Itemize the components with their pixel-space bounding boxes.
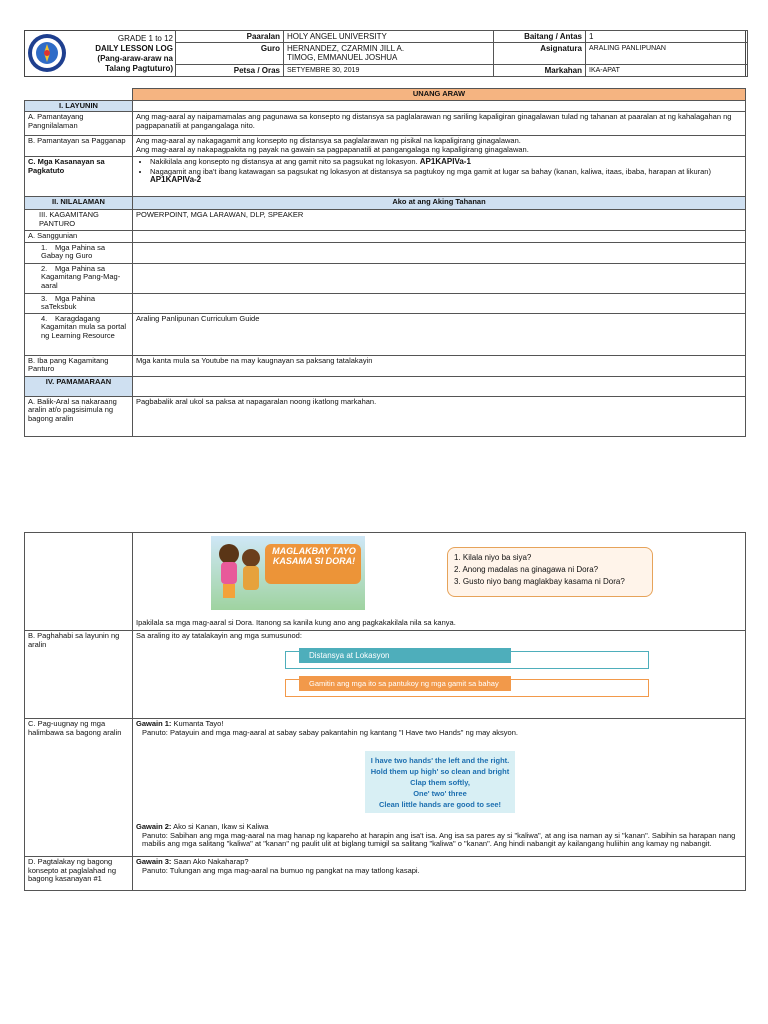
dll-title-2: (Pang-araw-araw na <box>97 54 173 63</box>
sanggunian-label: A. Sanggunian <box>25 231 133 243</box>
gawain-2-title: Gawain 2: <box>136 822 172 831</box>
quarter-label: Markahan <box>494 65 586 77</box>
balik-aral-label: A. Balik-Aral sa nakaraang aralin at/o pagsisimula ng bagong aralin <box>25 396 133 436</box>
day-label: UNANG ARAW <box>133 89 746 101</box>
pamantayang-pangnilalaman-text: Ang mag-aaral ay naipamamalas ang pagunawa sa konsepto ng distansya sa paglalarawan ng sariling kapaligiran ginagalawan tulad ng tahanan at paaralan at ng kahalagahan ng pagpapanatili at pangangalaga nito. <box>133 112 746 136</box>
lesson-table-1 <box>24 88 746 437</box>
paghahabi-label: B. Paghahabi sa layunin ng aralin <box>25 631 133 719</box>
dora-caption: Ipakilala sa mga mag-aaral si Dora. Itanong sa kanila kung ano ang pagkakakilala nila sa kanya. <box>136 618 456 627</box>
kasanayan-2: Nagagamit ang iba't ibang katawagan sa pagsukat ng lokasyon at distansya sa pagtukoy ng mga gamit at lugar sa bahay (kanan, kaliwa, itaas, ibaba, harapan at likuran) <box>150 166 711 176</box>
layunin-label: I. LAYUNIN <box>25 100 133 112</box>
code-2: AP1KAPIVa-2 <box>150 175 202 184</box>
song-line-1: I have two hands' the left and the right. <box>370 756 510 765</box>
kasanayan-1: Nakikilala ang konsepto ng distansya at ang gamit nito sa pagsukat ng lokasyon. <box>150 157 418 166</box>
dora-cell <box>133 533 746 631</box>
gawain-3-title: Gawain 3: <box>136 857 172 866</box>
question-2: 2. Anong madalas na ginagawa ni Dora? <box>454 565 599 574</box>
text: Karagdagang Kagamitan mula sa portal ng Learning Resource <box>41 313 127 340</box>
gawain-2 <box>136 823 736 849</box>
pagganap-2: Ang mag-aaral ay nakapagpakita ng payak na gawain sa pagpapanatili at pangangalaga ng kapaligirang ginagalawan. <box>136 144 529 154</box>
deped-seal <box>27 33 67 73</box>
school-value: HOLY ANGEL UNIVERSITY <box>284 31 494 43</box>
number: 4. <box>41 313 48 323</box>
quarter-value: IKA-APAT <box>586 65 748 77</box>
song-line-4: One' two' three <box>413 789 467 798</box>
text: Mga Pahina sa Gabay ng Guro <box>41 242 106 260</box>
pag-uugnay-cell <box>133 719 746 857</box>
teacher-2: TIMOG, EMMANUEL JOSHUA <box>287 53 398 62</box>
pagganap-1: Ang mag-aaral ay nakagagamit ang konsepto ng distansya sa paglalarawan ng pisikal na kapaligirang ginagalawan. <box>136 136 521 145</box>
paghahabi-cell <box>133 631 746 719</box>
level-value: 1 <box>586 31 748 43</box>
questions-box <box>447 547 653 597</box>
lesson-table-2 <box>24 532 746 891</box>
iba-value: Mga kanta mula sa Youtube na may kaugnayan sa paksang tatalakayin <box>133 355 746 376</box>
kagamitan-value: POWERPOINT, MGA LARAWAN, DLP, SPEAKER <box>133 210 746 231</box>
song-line-3: Clap them softly, <box>410 778 470 787</box>
kasanayan-list <box>133 157 746 197</box>
song-box <box>365 751 515 813</box>
pamamaraan-label: IV. PAMAMARAAN <box>25 376 133 396</box>
paghahabi-intro: Sa araling ito ay tatalakayin ang mga sumusunod: <box>136 631 302 640</box>
pagtalakay-cell <box>133 857 746 891</box>
number: 3. <box>41 293 48 303</box>
list-item <box>150 168 742 185</box>
list-item <box>150 158 742 167</box>
level-label: Baitang / Antas <box>494 31 586 43</box>
kagamitan-label: III. KAGAMITANG PANTURO <box>25 210 133 231</box>
number: 1. <box>41 242 48 252</box>
kasanayan-label: C. Mga Kasanayan sa Pagkatuto <box>25 157 133 197</box>
number: 2. <box>41 263 48 273</box>
song-line-2: Hold them up high' so clean and bright <box>370 767 510 776</box>
grade-label: GRADE 1 to 12 <box>117 34 173 43</box>
pagtalakay-label: D. Pagtalakay ng bagong konsepto at paglalahad ng bagong kasanayan #1 <box>25 857 133 891</box>
pamantayan-pagganap-label: B. Pamantayan sa Pagganap <box>25 136 133 157</box>
date-value: SETYEMBRE 30, 2019 <box>284 65 494 77</box>
gawain-3-name: Saan Ako Nakaharap? <box>171 857 249 866</box>
school-label: Paaralan <box>176 31 284 43</box>
gawain-1-name: Kumanta Tayo! <box>171 719 224 728</box>
sanggunian-2 <box>25 263 133 293</box>
balik-aral-value: Pagbabalik aral ukol sa paksa at napagaralan noong ikatlong markahan. <box>133 396 746 436</box>
gawain-2-name: Ako si Kanan, Ikaw si Kaliwa <box>171 822 269 831</box>
text: Mga Pahina saTeksbuk <box>41 293 96 311</box>
iba-label: B. Iba pang Kagamitang Panturo <box>25 355 133 376</box>
teacher-label: Guro <box>176 43 284 65</box>
lesson-header <box>24 30 746 77</box>
date-label: Petsa / Oras <box>176 65 284 77</box>
dora-banner: MAGLAKBAY TAYO KASAMA SI DORA! <box>272 546 356 566</box>
subject-label: Asignatura <box>494 43 586 65</box>
sanggunian-1 <box>25 242 133 263</box>
gawain-2-panuto: Panuto: Sabihan ang mga mag-aaral na mag hanap ng kapareho at harapin ang isa't isa. Ang isa sa pares ay si "kaliwa", at ang isa naman ay si "kanan". Sabihin sa harapan nang mabilis ang mga salitang "kaliwa" at "kanan" ng paulit ulit at biglang tumigil sa salitang "kaliwa" o "kanan". Ang hindi nabangit ay kailangang huliihin ang kamay ng nabangit. <box>142 830 736 848</box>
gawain-1-panuto: Panuto: Patayuin and mga mag-aaral at sabay sabay pakantahin ng kantang "I Have two Hands" ng may aksyon. <box>142 727 518 737</box>
subject-value: ARALING PANLIPUNAN <box>586 43 748 65</box>
nilalaman-value: Ako at ang Aking Tahanan <box>133 197 746 210</box>
text: Mga Pahina sa Kagamitang Pang-Mag-aaral <box>41 263 121 290</box>
sanggunian-3 <box>25 293 133 313</box>
teacher-1: HERNANDEZ, CZARMIN JILL A. <box>287 44 405 53</box>
dll-title-3: Talang Pagtuturo) <box>105 64 173 73</box>
sanggunian-4 <box>25 313 133 355</box>
header-table <box>175 30 748 77</box>
gawain-3-panuto: Panuto: Tulungan ang mga mag-aaral na bumuo ng pangkat na may tatlong kasapi. <box>142 865 420 875</box>
pag-uugnay-label: C. Pag-uugnay ng mga halimbawa sa bagong aralin <box>25 719 133 857</box>
song-line-5: Clean little hands are good to see! <box>378 800 502 809</box>
question-3: 3. Gusto niyo bang maglakbay kasama ni Dora? <box>454 577 625 586</box>
dora-image <box>211 536 365 610</box>
code-1: AP1KAPIVa-1 <box>419 157 471 166</box>
distansya-box: Distansya at Lokasyon <box>299 648 511 663</box>
nilalaman-label: II. NILALAMAN <box>25 197 133 210</box>
sanggunian-4-value: Araling Panlipunan Curriculum Guide <box>133 313 746 355</box>
pamantayan-pagganap-text <box>133 136 746 157</box>
pamantayang-pangnilalaman-label: A. Pamantayang Pangnilalaman <box>25 112 133 136</box>
teacher-value <box>284 43 494 65</box>
dll-title: DAILY LESSON LOG <box>95 44 173 53</box>
question-1: 1. Kilala niyo ba siya? <box>454 553 532 562</box>
gamitin-box: Gamitin ang mga ito sa pantukoy ng mga gamit sa bahay <box>299 676 511 691</box>
gawain-1-title: Gawain 1: <box>136 719 172 728</box>
